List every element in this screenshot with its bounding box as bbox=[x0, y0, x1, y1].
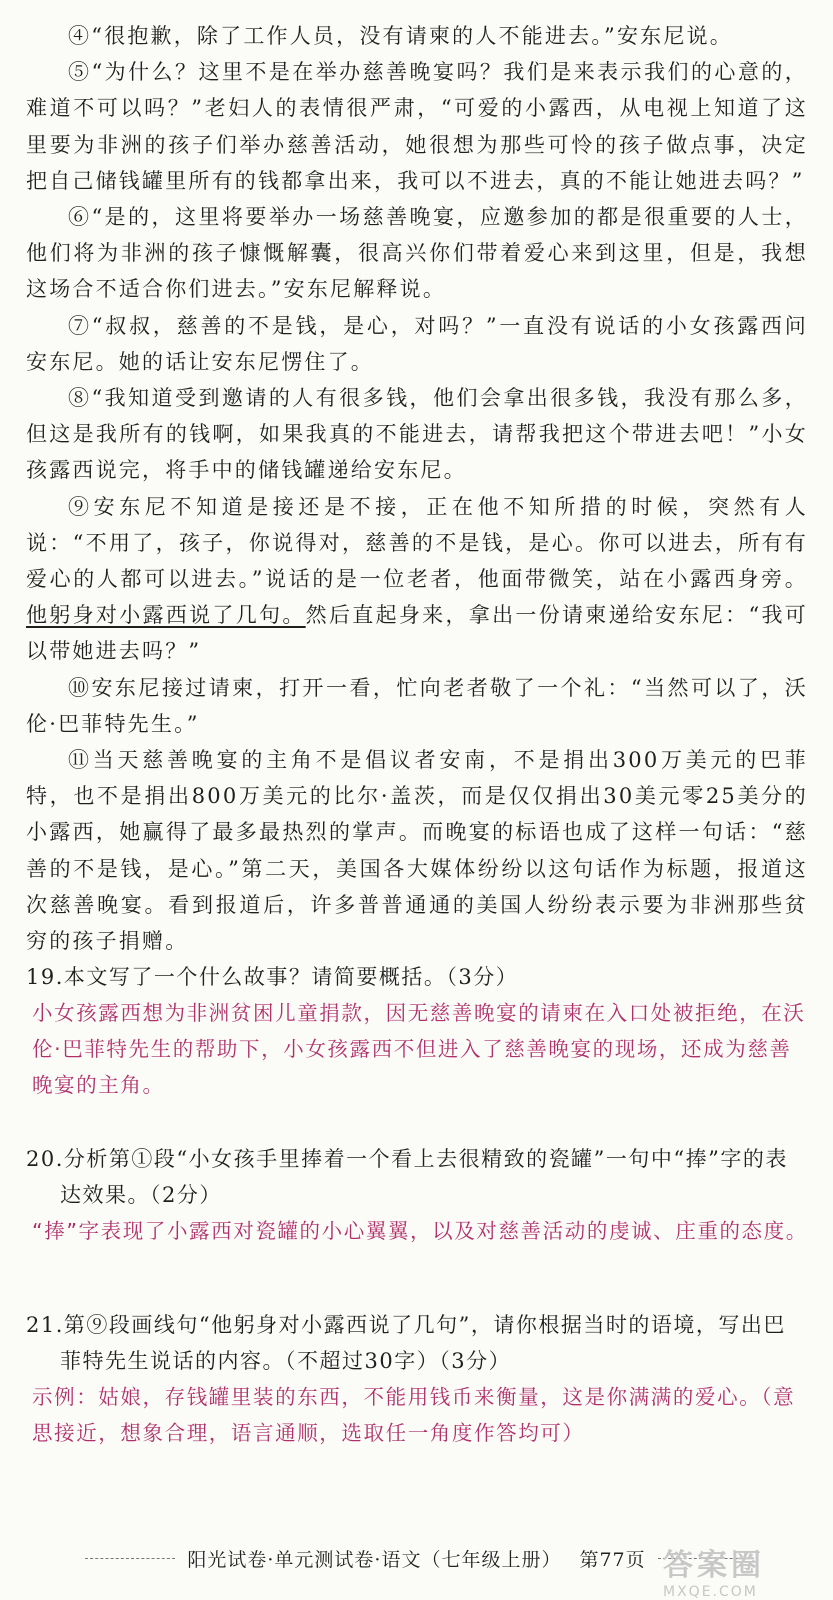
logo-text: 答案圈 bbox=[663, 1548, 765, 1583]
paragraph-11: ⑪当天慈善晚宴的主角不是倡议者安南，不是捐出300万美元的巴菲特，也不是捐出800万美元的比尔·盖茨，而是仅仅捐出30美元零25美分的小露西，她赢得了最多最热烈的掌声。而晚宴的标语也成了这样一句话：“慈善的不是钱，是心。”第二天，美国各大媒体纷纷以这句话作为标题，报道这次慈善晚宴。看到报道后，许多普普通通的美国人纷纷表示要为非洲那些贫穷的孩子捐赠。 bbox=[26, 748, 808, 954]
answer-space bbox=[26, 1249, 808, 1307]
watermark-logo bbox=[663, 1540, 813, 1600]
paragraph-4: ④“很抱歉，除了工作人员，没有请柬的人不能进去。”安东尼说。 bbox=[68, 24, 733, 48]
paragraph-9-after: 然后直起身来，拿出一份请柬递给安东尼：“我可以带她进去吗？” bbox=[26, 603, 808, 664]
answer-20: “捧”字表现了小露西对瓷罐的小心翼翼，以及对慈善活动的虔诚、庄重的态度。 bbox=[32, 1219, 808, 1244]
paragraph-9-before: ⑨安东尼不知道是接还是不接，正在他不知所措的时候，突然有人说：“不用了，孩子，你说得对，慈善的不是钱，是心。你可以进去，所有有爱心的人都可以进去。”说话的是一位老者，他面带微笑，站在小露西身旁。 bbox=[26, 494, 808, 592]
paragraph-9 bbox=[26, 489, 808, 670]
question-20: 20.分析第①段“小女孩手里捧着一个看上去很精致的瓷罐”一句中“捧”字的表达效果。（2分） bbox=[26, 1147, 788, 1208]
answer-21: 示例：姑娘，存钱罐里装的东西，不能用钱币来衡量，这是你满满的爱心。（意思接近，想象合理，语言通顺，选取任一角度作答均可） bbox=[32, 1385, 796, 1446]
underlined-sentence: 他躬身对小露西说了几句。 bbox=[26, 603, 306, 628]
answer-19: 小女孩露西想为非洲贫困儿童捐款，因无慈善晚宴的请柬在入口处被拒绝，在沃伦·巴菲特先生的帮助下，小女孩露西不但进入了慈善晚宴的现场，还成为慈善晚宴的主角。 bbox=[32, 1001, 806, 1098]
question-21: 21.第⑨段画线句“他躬身对小露西说了几句”，请你根据当时的语境，写出巴菲特先生说话的内容。（不超过30字）（3分） bbox=[26, 1313, 786, 1374]
logo-url: MXQE.COM bbox=[663, 1584, 758, 1600]
document-page bbox=[26, 18, 808, 1451]
paragraph-6: ⑥“是的，这里将要举办一场慈善晚宴，应邀参加的都是很重要的人士，他们将为非洲的孩子慷慨解囊，很高兴你们带着爱心来到这里，但是，我想这场合不适合你们进去。”安东尼解释说。 bbox=[26, 205, 808, 302]
paragraph-8: ⑧“我知道受到邀请的人有很多钱，他们会拿出很多钱，我没有那么多，但这是我所有的钱啊，如果我真的不能进去，请帮我把这个带进去吧！”小女孩露西说完，将手中的储钱罐递给安东尼。 bbox=[26, 386, 808, 483]
paragraph-7: ⑦“叔叔，慈善的不是钱，是心，对吗？”一直没有说话的小女孩露西问安东尼。她的话让安东尼愣住了。 bbox=[26, 313, 808, 374]
footer-title: 阳光试卷·单元测试卷·语文（七年级上册） bbox=[187, 1548, 562, 1571]
paragraph-10: ⑩安东尼接过请柬，打开一看，忙向老者敬了一个礼：“当然可以了，沃伦·巴菲特先生。” bbox=[26, 675, 808, 736]
page-number: 第77页 bbox=[579, 1548, 646, 1571]
footer-divider bbox=[85, 1558, 175, 1559]
question-19: 19.本文写了一个什么故事？请简要概括。（3分） bbox=[26, 965, 519, 990]
paragraph-5: ⑤“为什么？这里不是在举办慈善晚宴吗？我们是来表示我们的心意的，难道不可以吗？”老妇人的表情很严肃，“可爱的小露西，从电视上知道了这里要为非洲的孩子们举办慈善活动，她很想为那些可怜的孩子做点事，决定把自己储钱罐里所有的钱都拿出来，我可以不进去，真的不能让她进去吗？” bbox=[26, 60, 808, 193]
answer-space bbox=[26, 1103, 808, 1141]
